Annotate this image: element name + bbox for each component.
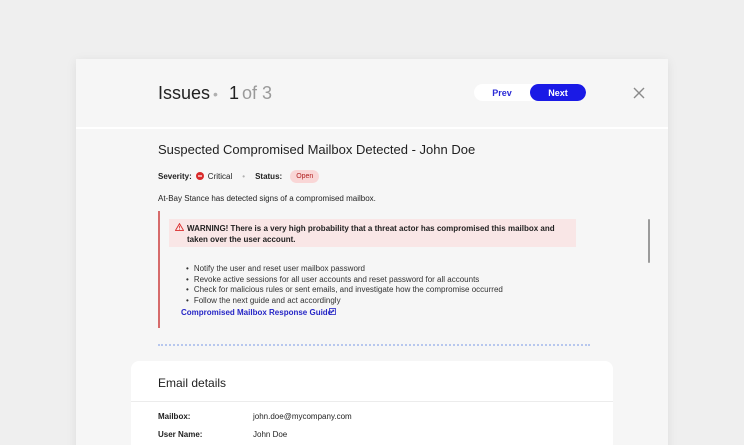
user-name-label: User Name:: [158, 430, 203, 439]
section-divider: [158, 344, 590, 346]
meta-separator: •: [242, 171, 246, 181]
issue-meta: [158, 169, 319, 183]
list-item: • Revoke active sessions for all user accounts and reset password for all accounts: [186, 275, 503, 286]
mailbox-label: Mailbox:: [158, 412, 191, 421]
pager: [474, 84, 586, 101]
severity-value: Critical: [207, 171, 233, 181]
next-button[interactable]: Next: [530, 84, 586, 101]
response-guide-link[interactable]: Compromised Mailbox Response Guide: [181, 308, 333, 317]
warning-text: WARNING! There is a very high probability that a threat actor has compromised this mailbox and taken over the user account.: [187, 224, 555, 244]
list-item: • Notify the user and reset user mailbox password: [186, 264, 503, 275]
scrollbar[interactable]: [648, 219, 650, 263]
warning-rule: [158, 211, 160, 328]
status-badge: Open: [290, 170, 319, 183]
close-icon[interactable]: [632, 86, 646, 100]
title-separator: •: [213, 86, 218, 102]
warning-box: [169, 219, 576, 247]
severity-label: Severity:: [158, 171, 192, 181]
critical-icon: [196, 172, 204, 180]
list-item: • Check for malicious rules or sent emails, and investigate how the compromise occurred: [186, 285, 503, 296]
issue-modal: [76, 59, 668, 445]
issue-counter-current: 1: [229, 83, 240, 103]
modal-title: Issues: [158, 83, 211, 103]
external-link-icon[interactable]: [329, 308, 336, 315]
issue-description: At-Bay Stance has detected signs of a compromised mailbox.: [158, 194, 376, 203]
email-details-card: [131, 361, 613, 445]
mailbox-value: john.doe@mycompany.com: [253, 412, 352, 421]
issue-title: Suspected Compromised Mailbox Detected - John Doe: [158, 142, 476, 157]
issue-counter-total: of 3: [242, 83, 273, 103]
prev-button[interactable]: Prev: [492, 87, 512, 98]
status-label: Status:: [255, 171, 283, 181]
warning-triangle-icon: [175, 223, 184, 231]
modal-header: [76, 59, 668, 129]
user-name-value: John Doe: [253, 430, 288, 439]
email-details-title: Email details: [158, 376, 227, 390]
remediation-steps: [186, 264, 503, 307]
list-item: • Follow the next guide and act accordingly: [186, 296, 503, 307]
card-divider: [131, 401, 613, 402]
